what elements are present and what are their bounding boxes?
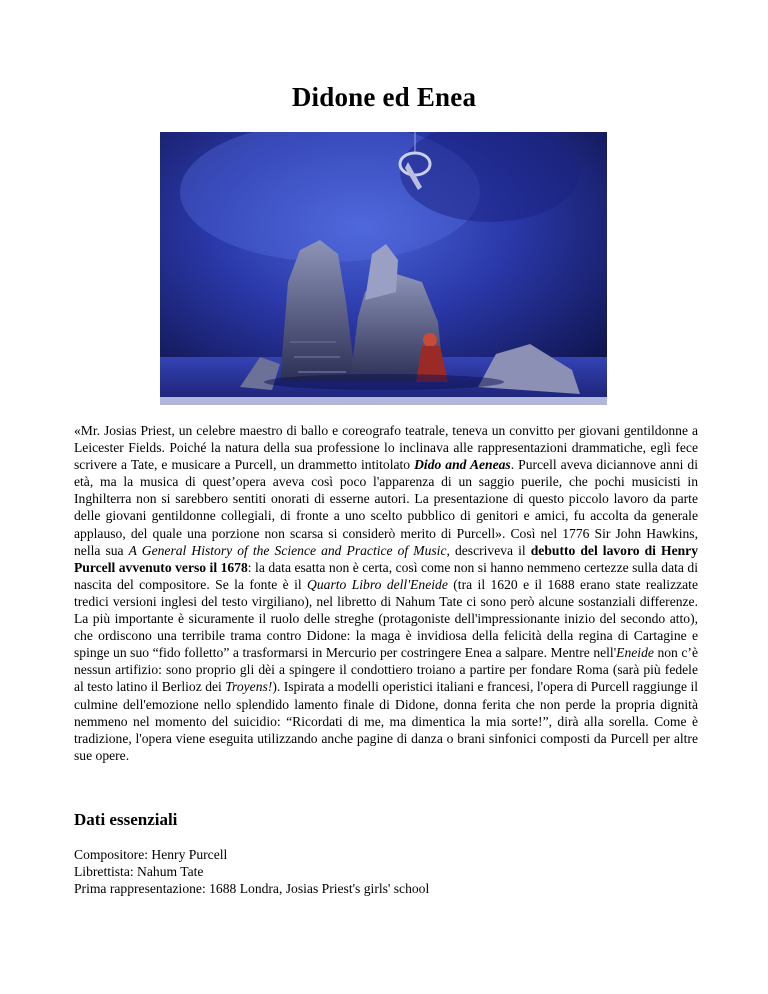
body-text-segment: «Mr. Josias Priest, un celebre maestro di ballo e coreografo teatrale, teneva un convitto per giovani gentildonne a Leicester Fields. Poiché la natura della sua professione lo inclinava alle rappresentazioni drammatiche, eglì fece scrivere a Tate, e musicare a Purcell, un drammetto intitolato — [74, 423, 698, 473]
fact-composer: Compositore: Henry Purcell — [74, 847, 228, 862]
source-title: Quarto Libro dell'Eneide — [307, 576, 448, 592]
book-title: A General History of the Science and Practice of Music — [128, 542, 447, 558]
body-text-segment: . Purcell aveva diciannove anni di età, ma la musica di quest’opera aveva così poco l'apparenza di un saggio puerile, che pochi musicisti in Inghilterra non si sarebbero sentiti onorati di esserne autori. La presentazione di questo piccolo lavoro da parte delle giovani gentildonne collegiali, di fronte a uno scelto pubblico di genitori e amici, fu accolta da generale applauso, del quale una porzione non scarsa si considerò merito di Purcell». Così nel 1776 Sir John Hawkins, nella sua — [74, 457, 698, 558]
facts-list — [74, 846, 674, 898]
body-text-segment: non c’è nessun artifizio: sono proprio gli dèi a spingere il condottiero troiano a partire per fondare Roma (sarà più fedele al testo latino il Berlioz dei — [74, 645, 698, 695]
page-title: Didone ed Enea — [291, 82, 477, 112]
body-text-segment: : la data esatta non è certa, così come non si hanno nemmeno certezze sulla data di nascita del compositore. Se la fonte è il — [74, 559, 698, 592]
body-text-segment: , descriveva il — [446, 542, 526, 558]
body-paragraph — [74, 422, 698, 764]
eneide-title: Eneide — [616, 645, 654, 661]
debut-highlight: debutto del lavoro di Henry Purcell avvenuto verso il 1678 — [74, 542, 699, 575]
body-text-segment: (tra il 1620 e il 1688 erano state realizzate tredici versioni inglesi del testo virgiliano), nel libretto di Nahum Tate ci sono però alcune sostanziali differenze. La più importante è sicuramente il ruolo delle streghe (protagoniste dell'impressionante inizio del secondo atto), che ordiscono una terribile trama contro Didone: la maga è invidiosa della felicità della regina di Cartagine e spinge un suo “fido folletto” a trasformarsi in Mercurio per costringere Enea a salpare. Mentre nell' — [74, 576, 698, 661]
stage-photo-illustration — [160, 132, 607, 405]
body-text-segment: ). Ispirata a modelli operistici italiani e francesi, l'opera di Purcell raggiunge il culmine dell'emozione nello splendido lamento finale di Didone, donna ferita che non perde la propria dignità nemmeno nel momento del suicidio: “Ricordati di me, ma dimentica la mia sorte!”, dirà alla sorella. Come è tradizione, l'opera viene eseguita utilizzando anche pagine di danza o brani sinfonici composti da Purcell per altre sue opere. — [74, 679, 699, 763]
section-heading: Dati essenziali — [74, 810, 178, 829]
work-title: Dido and Aeneas — [414, 457, 511, 473]
stage-photo — [160, 132, 607, 405]
fact-premiere: Prima rappresentazione: 1688 Londra, Josias Priest's girls' school — [74, 881, 430, 897]
troyens-title: Troyens! — [225, 679, 273, 695]
fact-librettist: Librettista: Nahum Tate — [74, 864, 204, 880]
